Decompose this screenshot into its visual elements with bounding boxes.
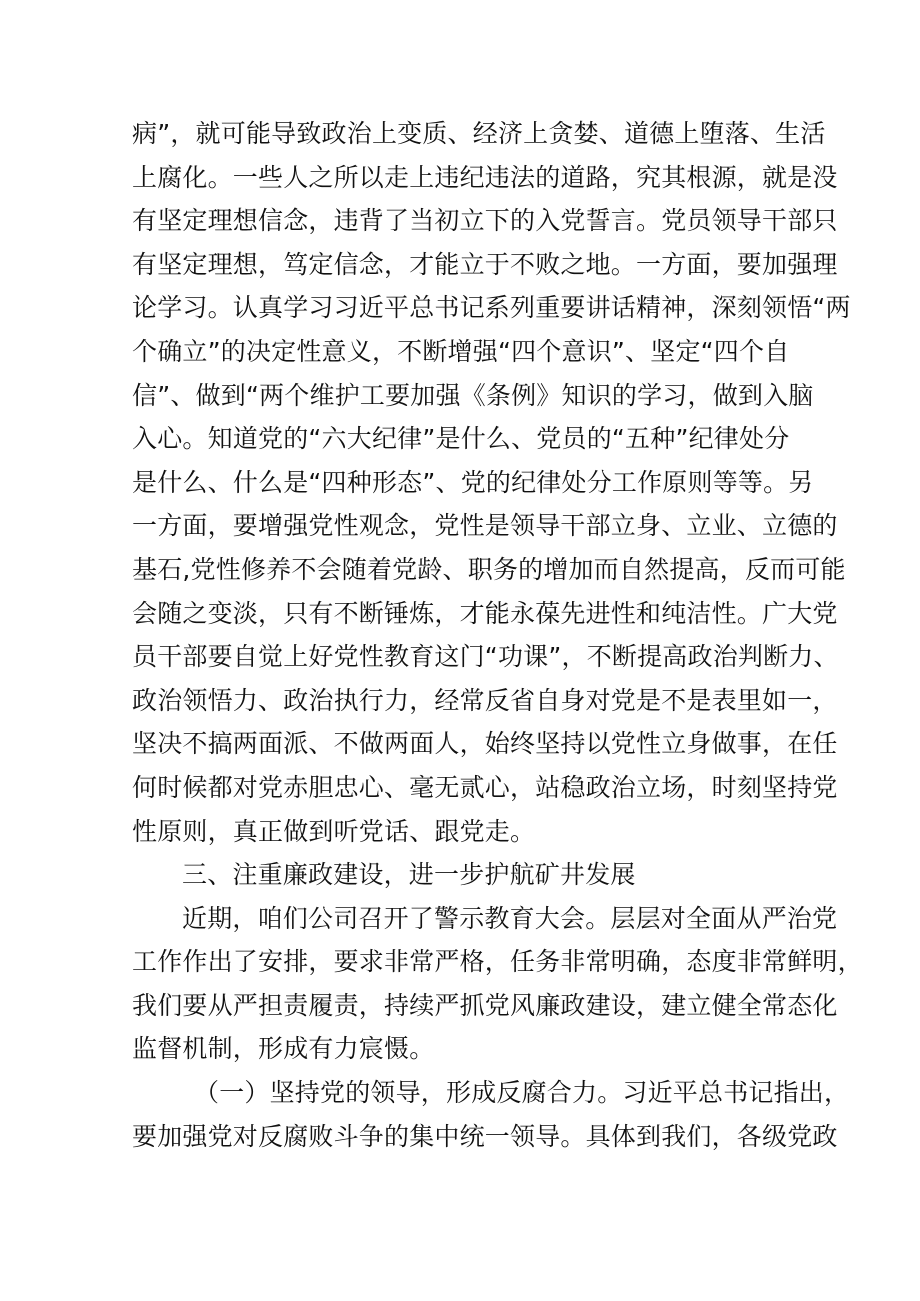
- text-line: 病”，就可能导致政治上变质、经济上贪婪、道德上堕落、生活: [132, 119, 826, 148]
- text-line: 信”、做到“两个维护工要加强《条例》知识的学习，做到入脑: [132, 380, 814, 410]
- text-line: 何时候都对党赤胆忠心、毫无贰心，站稳政治立场，时刻坚持党: [132, 772, 838, 802]
- text-line: 政治领悟力、政治执行力，经常反省自身对党是不是表里如一，: [132, 685, 838, 715]
- text-line: 监督机制，形成有力宸慑。: [132, 1034, 435, 1064]
- text-line: 员干部要自觉上好党性教育这门“功课”，不断提高政治判断力、: [132, 642, 839, 672]
- text-line: 上腐化。一些人之所以走上违纪违法的道路，究其根源，就是没: [132, 162, 838, 192]
- text-line: 要加强党对反腐败斗争的集中统一领导。具体到我们，各级党政: [132, 1121, 838, 1151]
- text-line: 一方面，要增强党性观念，党性是领导干部立身、立业、立德的: [132, 511, 838, 541]
- text-line: 个确立”的决定性意义，不断增强“四个意识”、坚定“四个自: [132, 336, 790, 366]
- text-line: 坚决不搞两面派、不做两面人，始终坚持以党性立身做事，在任: [132, 729, 838, 759]
- text-line: 近期，咱们公司召开了警示教育大会。层层对全面从严治党: [182, 903, 838, 933]
- text-line: 有坚定理想信念，违背了当初立下的入党誓言。党员领导干部只: [132, 206, 838, 236]
- subsection-heading: （一）坚持党的领导，形成反腐合力。习近平总书记指出，: [194, 1078, 850, 1108]
- section-heading: 三、注重廉政建设，进一步护航矿井发展: [182, 860, 636, 890]
- text-line: 性原则，真正做到听党话、跟党走。: [132, 816, 536, 846]
- text-line: 有坚定理想，笃定信念，才能立于不败之地。一方面，要加强理: [132, 249, 838, 279]
- text-line: 我们要从严担责履责，持续严抓党风廉政建设，建立健全常态化: [132, 990, 838, 1020]
- text-line: 入心。知道党的“六大纪律”是什么、党员的“五种”纪律处分: [132, 424, 790, 454]
- text-line: 论学习。认真学习习近平总书记系列重要讲话精神，深刻领悟“两: [132, 293, 851, 323]
- text-line: 是什么、什么是“四种形态”、党的纪律处分工作原则等等。另: [132, 467, 814, 497]
- body-text: [132, 112, 863, 1158]
- text-line: 基石,党性修养不会随着党龄、职务的增加而自然提高，反而可能: [132, 554, 846, 584]
- text-line: 工作作出了安排，要求非常严格，任务非常明确，态度非常鲜明，: [132, 947, 863, 977]
- text-line: 会随之变淡，只有不断锤炼，才能永葆先进性和纯洁性。广大党: [132, 598, 838, 628]
